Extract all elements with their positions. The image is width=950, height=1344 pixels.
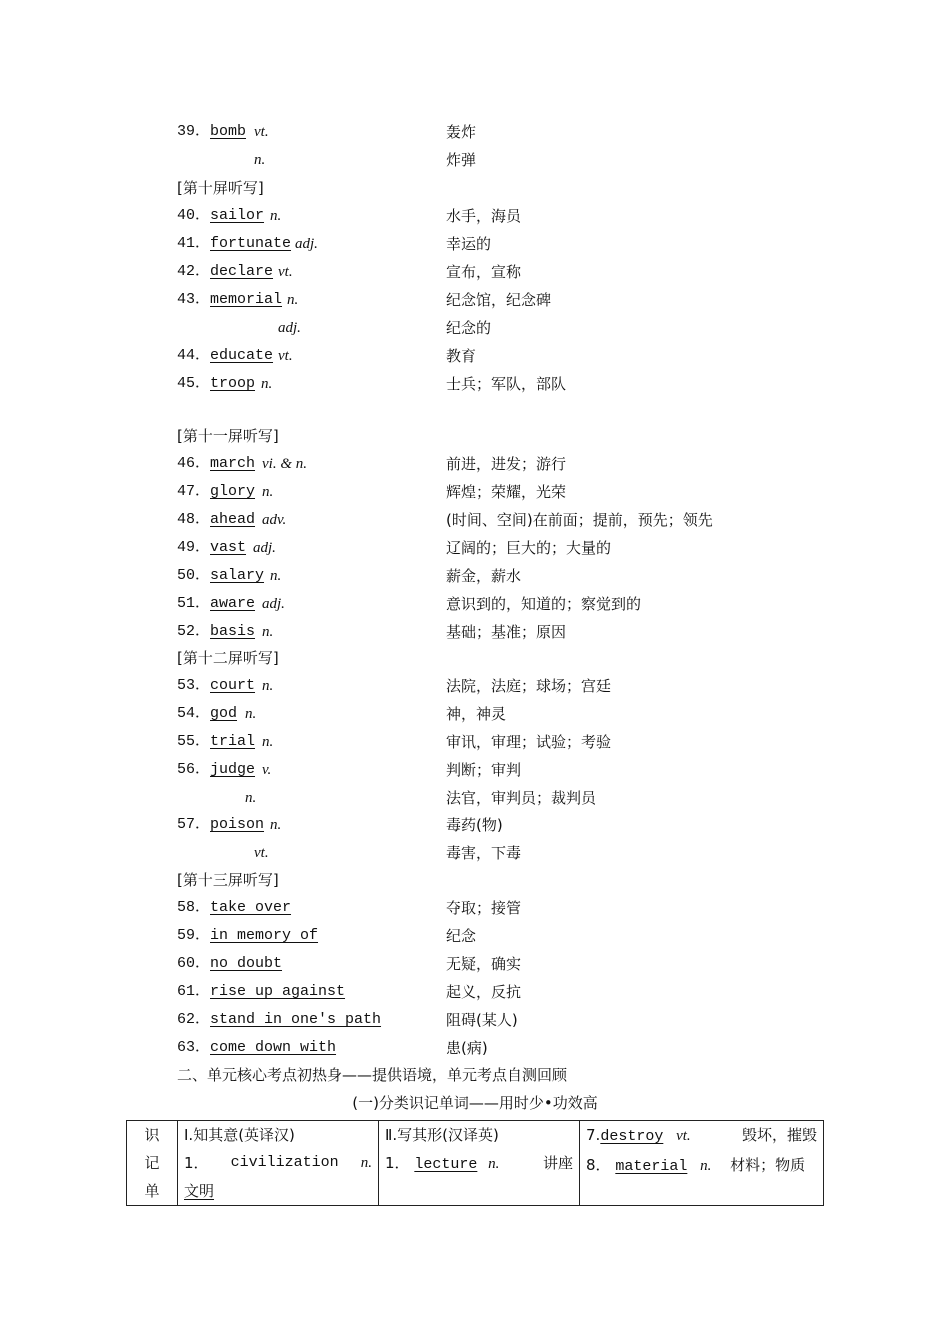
entry-number: 43． [177,291,211,308]
entry-word: memorial [210,291,283,308]
entry-number: 47． [177,483,211,500]
vocab-row-49 [0,535,950,561]
entry-number: 48． [177,511,211,528]
entry-number: 62． [177,1011,211,1028]
entry-pos: n. [261,376,273,392]
entry-meaning: 毒药(物) [446,816,503,834]
entry-word: vast [210,539,247,556]
entry-word: in memory of [210,927,319,944]
entry-meaning: 士兵；军队，部队 [446,375,567,393]
entry-word: march [210,455,256,472]
entry-pos: vt. [254,124,269,140]
entry-pos: n. [270,208,282,224]
entry-pos: adj. [253,540,276,556]
entry-meaning: 意识到的，知道的；察觉到的 [446,595,642,613]
vocab-exercise-table [126,1120,824,1206]
entry-pos: n. [262,678,274,694]
entry-number: 41． [177,235,211,252]
entry-pos: vt. [278,348,293,364]
label-char: 记 [144,1154,160,1172]
entry-meaning: 毒害，下毒 [446,844,522,862]
item-number: 1． [385,1154,410,1172]
item-row [586,1151,817,1181]
vocab-row-63 [0,1035,950,1061]
vocab-row-43b [0,315,950,341]
entry-pos: n. [245,706,257,722]
entry-pos: adj. [262,596,285,612]
vocab-row-39b [0,147,950,173]
entry-word: fortunate [210,235,292,252]
heading-text: 二、单元核心考点初热身——提供语境，单元考点自测回顾 [177,1066,568,1084]
item-number: 8． [586,1156,611,1174]
entry-number: 39． [177,123,211,140]
item-pos: vt. [676,1128,691,1144]
entry-word: no doubt [210,955,283,972]
entry-meaning: 审讯，审理；试验；考验 [446,733,612,751]
entry-meaning: 阻碍(某人) [446,1011,518,1029]
item-row [184,1149,372,1177]
section-title: [第十一屏听写] [177,427,279,445]
entry-meaning: 炸弹 [446,151,477,169]
entry-word: ahead [210,511,256,528]
entry-meaning: 辉煌；荣耀，光荣 [446,483,567,501]
entry-word: salary [210,567,265,584]
entry-pos: n. [270,568,282,584]
entry-meaning: 纪念馆，纪念碑 [446,291,552,309]
entry-word: judge [210,761,256,778]
vocab-row-51 [0,591,950,617]
entry-pos: v. [262,762,272,778]
entry-pos: n. [262,734,274,750]
entry-pos: vi. & n. [262,456,307,472]
subheading-text: (一)分类识记单词——用时少•功效高 [352,1094,598,1112]
entry-pos: n. [287,292,299,308]
item-meaning: 讲座 [542,1154,573,1172]
entry-word: sailor [210,207,265,224]
vocab-row-41 [0,231,950,257]
entry-word: educate [210,347,274,364]
vocab-row-48 [0,507,950,533]
vocab-row-39 [0,119,950,145]
vocab-row-58 [0,895,950,921]
entry-number: 56． [177,761,211,778]
vocab-row-42 [0,259,950,285]
entry-number: 55． [177,733,211,750]
item-answer: destroy [600,1128,664,1145]
entry-meaning: 水手，海员 [446,207,522,225]
entry-number: 42． [177,263,211,280]
item-answer: material [615,1158,688,1175]
entry-pos: adv. [262,512,287,528]
entry-number: 52． [177,623,211,640]
entry-meaning: 前进，进发；游行 [446,455,567,473]
entry-word: rise up against [210,983,346,1000]
vocab-row-47 [0,479,950,505]
entry-meaning: 薪金，薪水 [446,567,522,585]
vocab-row-55 [0,729,950,755]
entry-word: come down with [210,1039,337,1056]
entry-pos: n. [270,817,282,833]
entry-word: poison [210,816,265,833]
vocab-row-50 [0,563,950,589]
table-col-form [379,1121,580,1206]
entry-meaning: 神，神灵 [446,705,507,723]
entry-meaning: 判断；审判 [446,761,522,779]
vocab-row-53 [0,673,950,699]
entry-meaning: 法官，审判员；裁判员 [446,789,597,807]
table-col-extra [580,1121,824,1206]
item-meaning: 材料；物质 [730,1156,806,1174]
entry-word: god [210,705,238,722]
entry-meaning: 宣布，宣称 [446,263,522,281]
table-col-meaning [178,1121,379,1206]
section-title: [第十三屏听写] [177,871,279,889]
vocab-row-59 [0,923,950,949]
entry-word: basis [210,623,256,640]
item-answer: lecture [414,1156,478,1173]
entry-number: 57． [177,816,211,833]
vocab-row-52 [0,619,950,645]
label-char: 识 [144,1126,160,1144]
entry-meaning: 无疑，确实 [446,955,522,973]
entry-number: 50． [177,567,211,584]
entry-number: 53． [177,677,211,694]
vocab-row-62 [0,1007,950,1033]
entry-number: 49． [177,539,211,556]
table-label-cell [127,1121,178,1206]
entry-pos: n. [245,790,257,806]
entry-word: troop [210,375,256,392]
entry-pos: n. [262,484,274,500]
entry-word: take over [210,899,292,916]
entry-pos: adj. [278,320,301,336]
entry-number: 63． [177,1039,211,1056]
item-row [586,1121,817,1151]
section-label [0,423,950,449]
item-pos: n. [700,1158,712,1174]
entry-number: 54． [177,705,211,722]
entry-meaning: 起义，反抗 [446,983,522,1001]
item-pos: n. [360,1155,372,1171]
entry-number: 60． [177,955,211,972]
vocab-row-61 [0,979,950,1005]
entry-pos: n. [262,624,274,640]
col-title: Ⅰ.知其意(英译汉) [184,1126,295,1144]
entry-number: 51． [177,595,211,612]
section-label [0,867,950,893]
vocab-row-57 [0,812,950,838]
entry-number: 44． [177,347,211,364]
entry-number: 58． [177,899,211,916]
item-meaning: 毁坏，摧毁 [741,1126,817,1144]
entry-meaning: 基础；基准；原因 [446,623,567,641]
entry-word: declare [210,263,274,280]
item-number: 7. [586,1126,601,1144]
section-label [0,645,950,671]
entry-number: 59． [177,927,211,944]
entry-meaning: 法院，法庭；球场；宫廷 [446,677,612,695]
entry-meaning: 辽阔的；巨大的；大量的 [446,539,612,557]
vocab-row-44 [0,343,950,369]
entry-meaning: 夺取；接管 [446,899,522,917]
subsection-heading [0,1090,950,1116]
entry-pos: n. [254,152,266,168]
item-pos: n. [488,1156,500,1172]
entry-pos: adj. [295,236,318,252]
vocab-row-45 [0,371,950,397]
vocab-row-57b [0,840,950,866]
entry-word: stand in one's path [210,1011,382,1028]
vocab-row-54 [0,701,950,727]
vocab-row-56b [0,785,950,811]
vocab-row-43 [0,287,950,313]
entry-meaning: 幸运的 [446,235,492,253]
entry-word: glory [210,483,256,500]
item-number: 1． [184,1154,209,1172]
entry-word: aware [210,595,256,612]
section-heading [0,1062,950,1088]
item-word: civilization [230,1154,339,1171]
section-title: [第十二屏听写] [177,649,279,667]
section-title: [第十屏听写] [177,179,264,197]
entry-meaning: 教育 [446,347,477,365]
item-row [385,1149,573,1179]
entry-number: 61． [177,983,211,1000]
entry-word: trial [210,733,256,750]
label-char: 单 [144,1182,160,1200]
entry-meaning: 轰炸 [446,123,477,141]
item-answer: 文明 [184,1182,215,1200]
entry-meaning: 纪念 [446,927,477,945]
vocab-row-56 [0,757,950,783]
entry-number: 46． [177,455,211,472]
entry-number: 45． [177,375,211,392]
vocab-row-46 [0,451,950,477]
section-label [0,175,950,201]
entry-pos: vt. [254,845,269,861]
entry-meaning: 纪念的 [446,319,492,337]
entry-word: court [210,677,256,694]
entry-pos: vt. [278,264,293,280]
entry-word: bomb [210,123,247,140]
vocab-row-40 [0,203,950,229]
entry-meaning: 患(病) [446,1039,488,1057]
col-title: Ⅱ.写其形(汉译英) [385,1126,499,1144]
entry-meaning: (时间、空间)在前面；提前，预先；领先 [446,511,713,529]
entry-number: 40． [177,207,211,224]
vocab-row-60 [0,951,950,977]
